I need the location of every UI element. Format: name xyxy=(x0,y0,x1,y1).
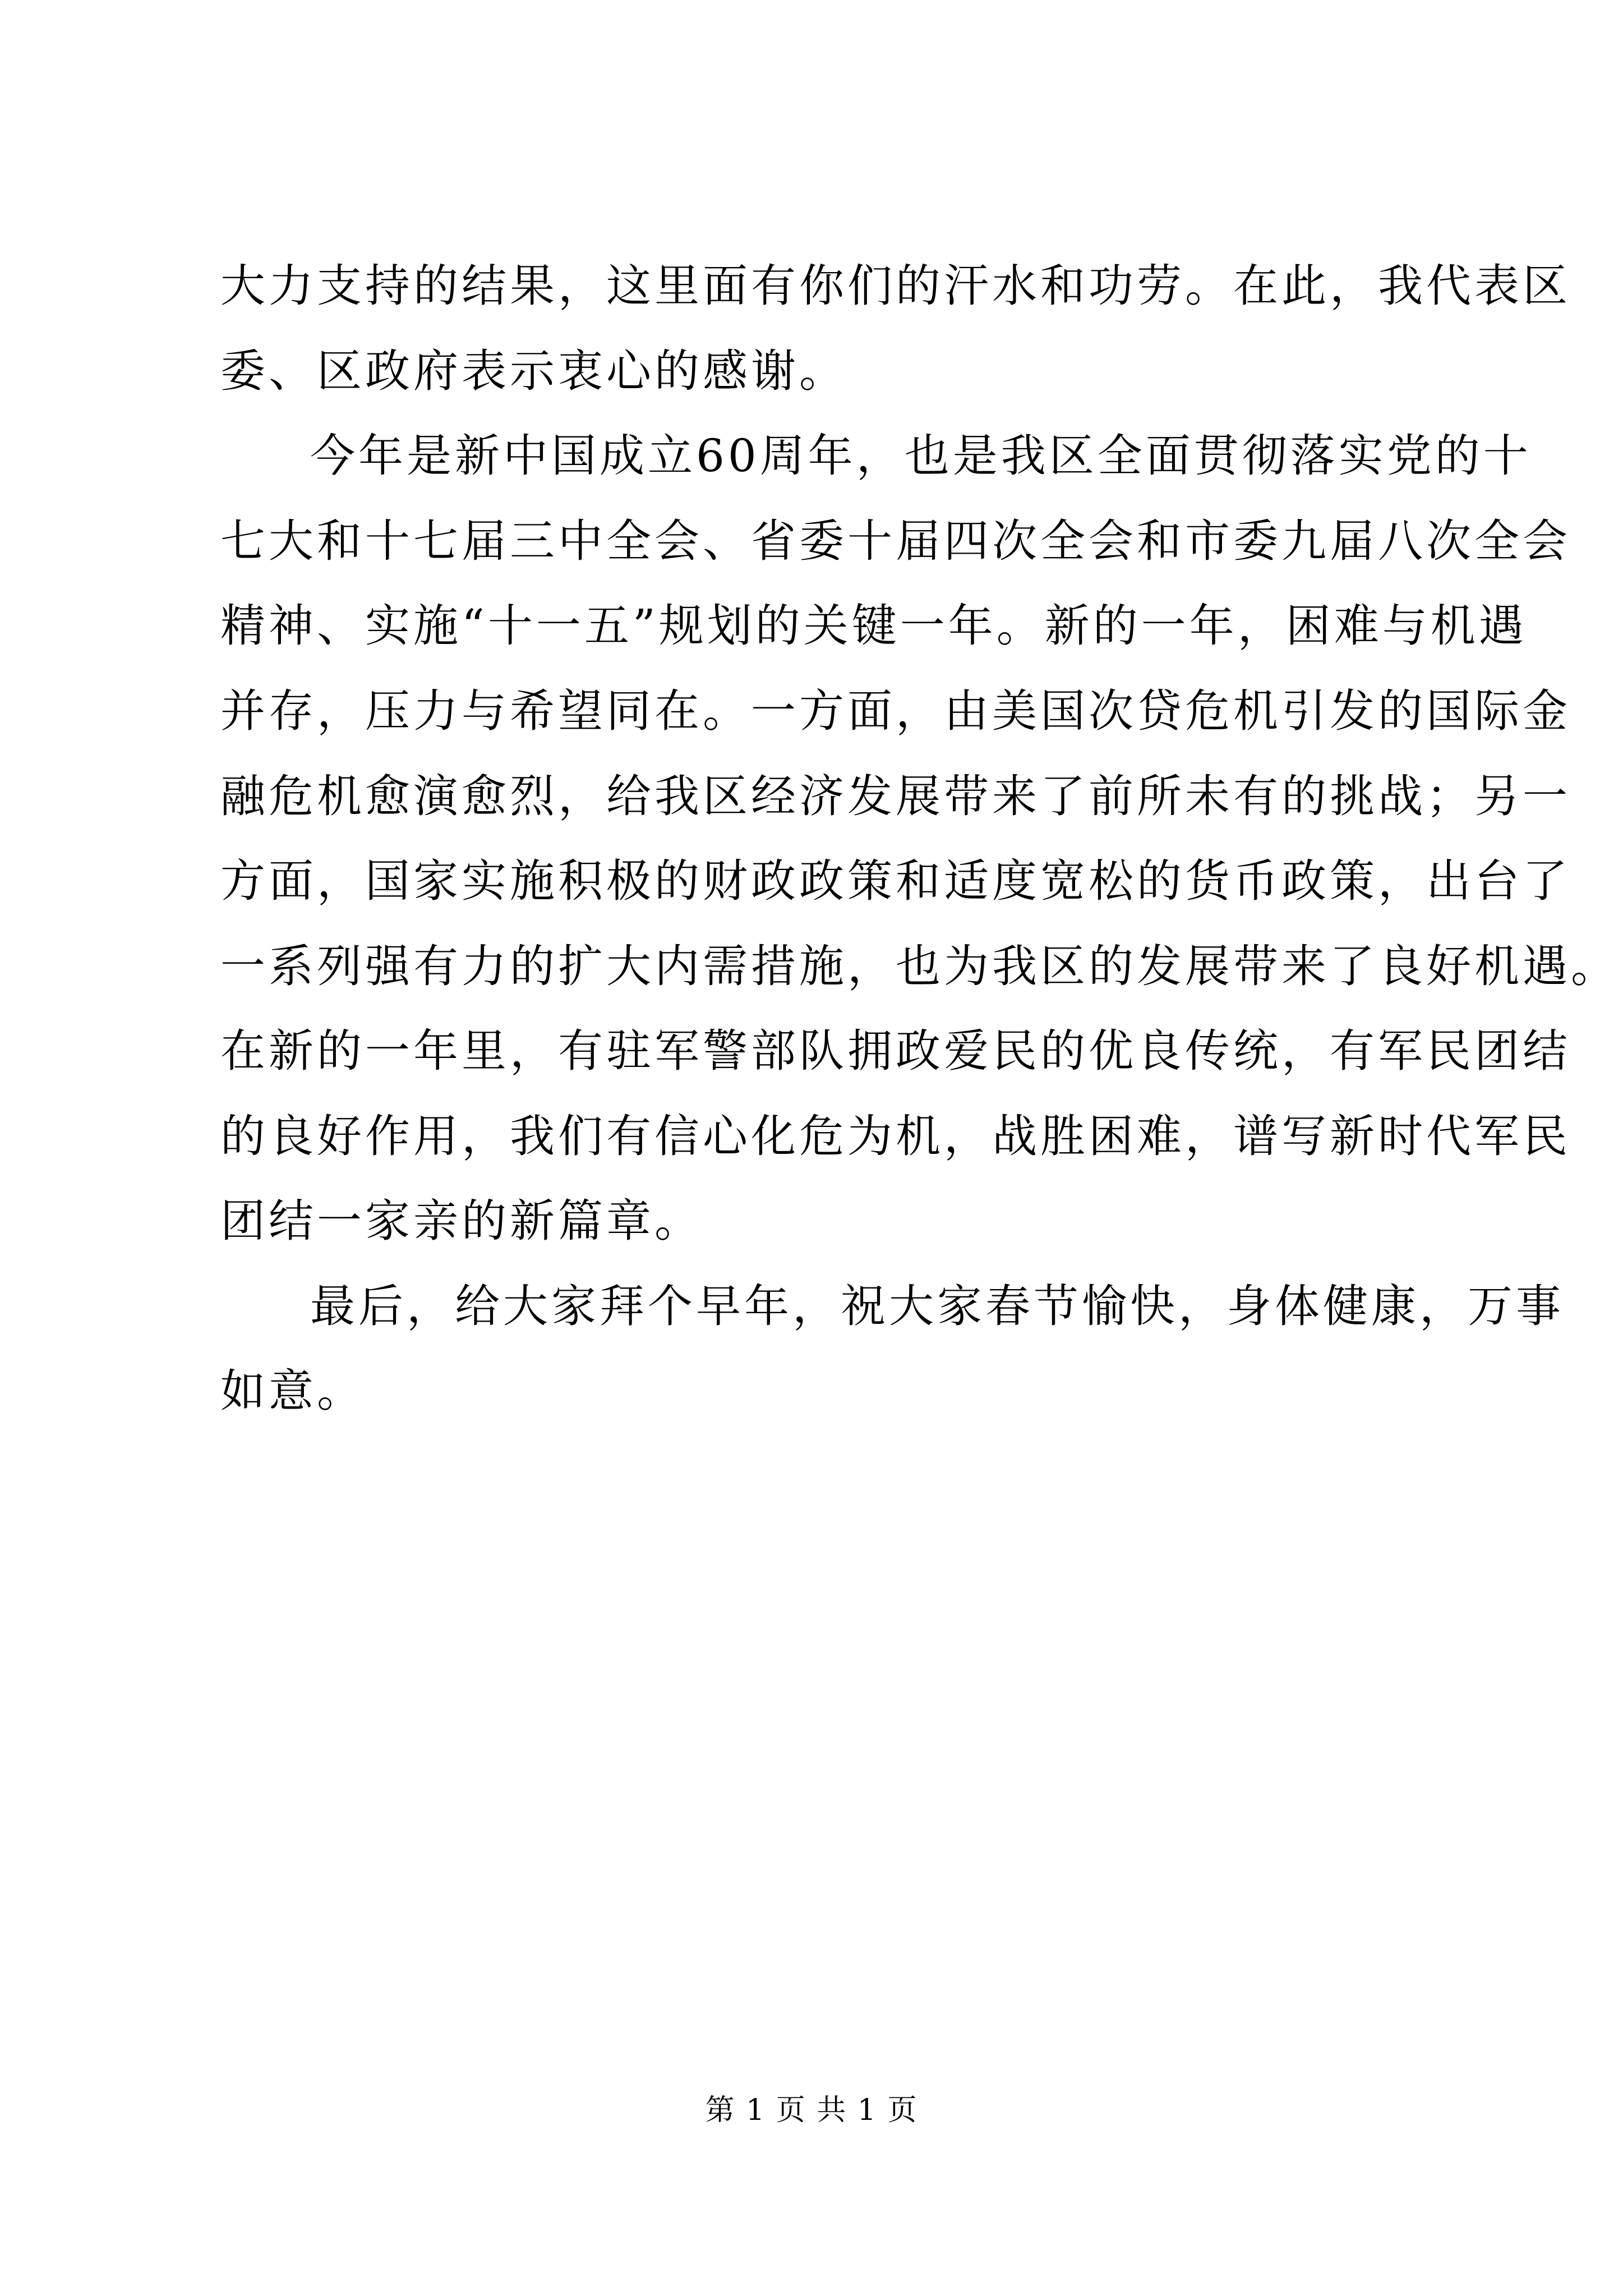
text-line: 融危机愈演愈烈，给我区经济发展带来了前所未有的挑战；另一 xyxy=(220,770,1571,822)
text-line: 方面，国家实施积极的财政政策和适度宽松的货币政策，出台了 xyxy=(220,855,1571,907)
text-line: 一系列强有力的扩大内需措施，也为我区的发展带来了良好机遇。 xyxy=(220,940,1619,992)
paragraph-first-line: 最后，给大家拜个早年，祝大家春节愉快，身体健康，万事 xyxy=(310,1280,1564,1332)
text-line: 大力支持的结果，这里面有你们的汗水和功劳。在此，我代表区 xyxy=(220,260,1571,312)
text-line: 的良好作用，我们有信心化危为机，战胜困难，谱写新时代军民 xyxy=(220,1110,1571,1162)
text-line: 委、区政府表示衷心的感谢。 xyxy=(220,345,847,397)
page-number-footer: 第 1 页 共 1 页 xyxy=(705,2093,918,2127)
text-line: 如意。 xyxy=(220,1365,365,1417)
text-line: 七大和十七届三中全会、省委十届四次全会和市委九届八次全会 xyxy=(220,515,1571,567)
paragraph-first-line: 今年是新中国成立60周年，也是我区全面贯彻落实党的十 xyxy=(310,430,1532,482)
text-line: 并存，压力与希望同在。一方面，由美国次贷危机引发的国际金 xyxy=(220,685,1571,737)
text-line: 团结一家亲的新篇章。 xyxy=(220,1195,703,1247)
text-line: 精神、实施“十一五”规划的关键一年。新的一年，困难与机遇 xyxy=(220,600,1527,652)
text-line: 在新的一年里，有驻军警部队拥政爱民的优良传统，有军民团结 xyxy=(220,1025,1571,1077)
